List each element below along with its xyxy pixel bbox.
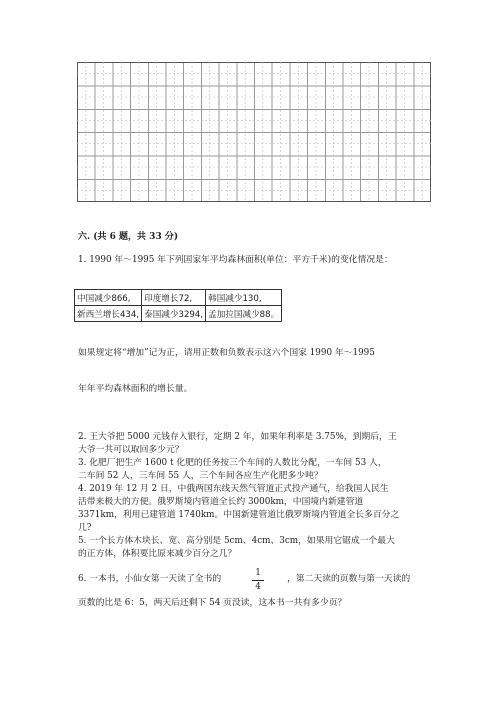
q4-text-line3: 3371km，利用已建管道 1740km。中国新建管道比俄罗斯境内管道全长多百分之 bbox=[78, 510, 400, 520]
table-cell: 印度增长72, bbox=[142, 290, 206, 306]
q4-text-line1: 4. 2019 年 12 月 2 日，中俄两国东线天然气管道正式投产通气，给我国人民生 bbox=[78, 484, 389, 494]
fraction-numerator: 1 bbox=[255, 568, 261, 578]
q5-text-line2: 的正方体，体积要比原来减少百分之几？ bbox=[78, 549, 237, 559]
table-row bbox=[75, 306, 282, 322]
forest-change-table bbox=[74, 289, 282, 322]
section-heading: 六. (共 6 题，共 33 分) bbox=[78, 232, 179, 242]
q2-text-line2: 大爷一共可以取回多少元？ bbox=[78, 445, 184, 455]
table-cell: 泰国减少3294, bbox=[142, 306, 206, 322]
table-cell: 孟加拉国减少88。 bbox=[206, 306, 282, 322]
q5-text-line1: 5. 一个长方体木块长、宽、高分别是 5cm、4cm、3cm，如果用它锯成一个最大 bbox=[78, 536, 395, 546]
table-cell: 韩国减少130, bbox=[206, 290, 282, 306]
q1-text-line2: 如果规定将“增加”记为正，请用正数和负数表示这六个国家 1990 年～1995 bbox=[78, 348, 375, 358]
table-cell: 中国减少866, bbox=[75, 290, 142, 306]
q1-text-line3: 年年平均森林面积的增长量。 bbox=[78, 384, 193, 394]
table-row bbox=[75, 290, 282, 306]
table-cell: 新西兰增长434, bbox=[75, 306, 142, 322]
q3-text-line1: 3. 化肥厂把生产 1600 t 化肥的任务按三个车间的人数比分配，一车间 53 人， bbox=[78, 458, 387, 468]
q6-text-line2: 页数的比是 6：5，两天后还剩下 54 页没读，这本书一共有多少页？ bbox=[78, 598, 347, 608]
q2-text-line1: 2. 王大爷把 5000 元钱存入银行，定期 2 年，如果年利率是 3.75%，到期后，王 bbox=[78, 432, 397, 442]
writing-grid bbox=[77, 62, 431, 202]
q6-text-part1: 6. 一本书，小仙女第一天读了全书的 bbox=[78, 574, 222, 584]
fraction-bar bbox=[252, 580, 264, 581]
q4-text-line2: 活带来极大的方便。俄罗斯境内管道全长约 3000km，中国境内新建管道 bbox=[78, 497, 364, 507]
fraction-denominator: 4 bbox=[255, 582, 261, 592]
q6-text-part2: ，第二天读的页数与第一天读的 bbox=[287, 574, 411, 584]
q3-text-line2: 二车间 52 人，三车间 55 人，三个车间各应生产化肥多少吨？ bbox=[78, 471, 323, 481]
q4-text-line4: 几? bbox=[78, 523, 92, 533]
fraction-one-quarter bbox=[252, 568, 264, 593]
q1-text-line1: 1. 1990 年～1995 年下列国家年平均森林面积(单位：平方千米)的变化情况是： bbox=[78, 255, 393, 265]
